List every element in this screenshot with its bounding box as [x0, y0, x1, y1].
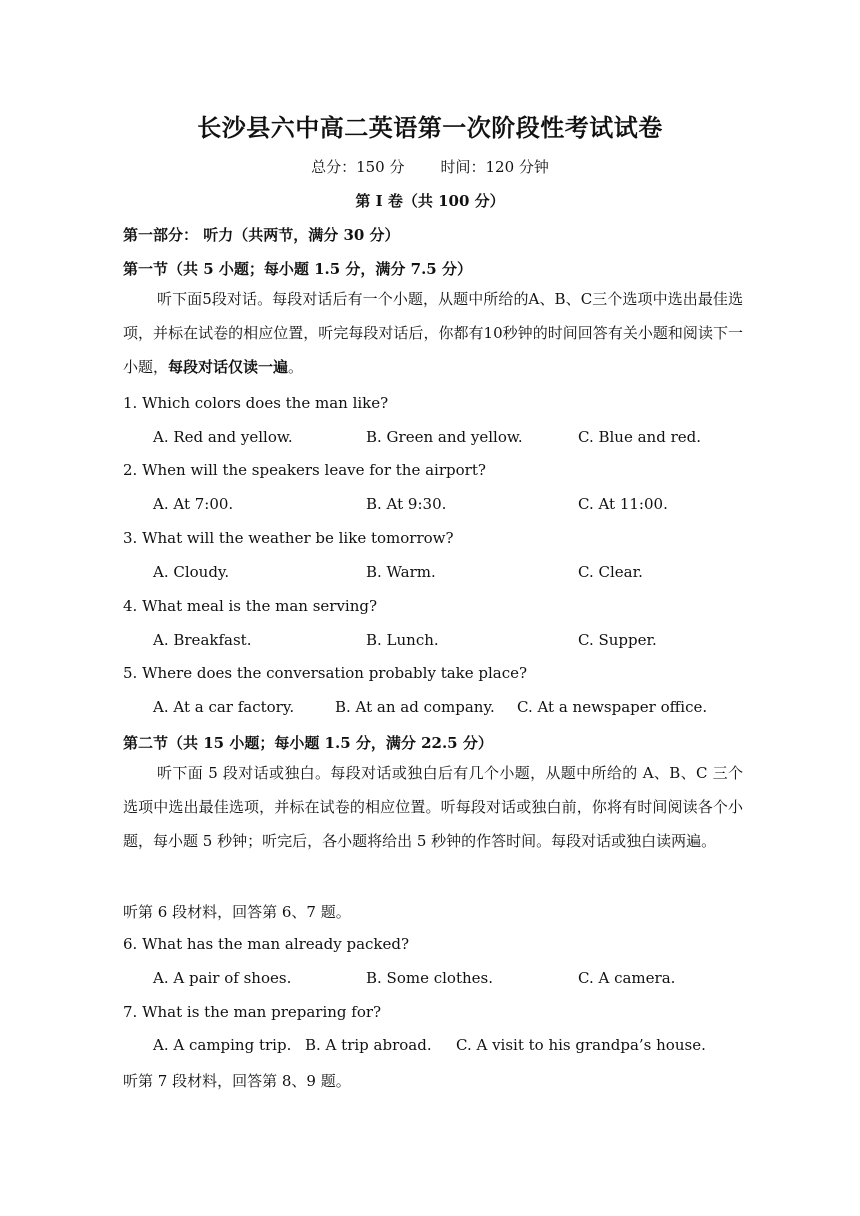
section1-instruction-end: 。 — [288, 358, 304, 376]
total-score: 总分：150 分 — [311, 158, 405, 176]
part1-heading: 第一部分： 听力（共两节，满分 30 分） — [123, 226, 400, 244]
q7-option-a: A. A camping trip. — [153, 1036, 292, 1054]
q3-option-c: C. Clear. — [578, 563, 643, 581]
section1-heading: 第一节（共 5 小题；每小题 1.5 分，满分 7.5 分） — [123, 260, 472, 278]
q2-option-c: C. At 11:00. — [578, 495, 668, 513]
section1-instruction-emphasis: 每段对话仅读一遍 — [168, 358, 289, 376]
q3-option-b: B. Warm. — [366, 563, 436, 581]
q1-option-b: B. Green and yellow. — [366, 428, 523, 446]
material-7-note: 听第 7 段材料，回答第 8、9 题。 — [123, 1072, 351, 1090]
q1-option-a: A. Red and yellow. — [153, 428, 293, 446]
q5-option-a: A. At a car factory. — [153, 698, 295, 716]
q6-option-a: A. A pair of shoes. — [153, 969, 292, 987]
question-1: 1. Which colors does the man like? — [123, 394, 389, 412]
q1-option-c: C. Blue and red. — [578, 428, 701, 446]
question-3: 3. What will the weather be like tomorrow? — [123, 529, 454, 547]
exam-time: 时间：120 分钟 — [440, 158, 549, 176]
q4-option-c: C. Supper. — [578, 631, 657, 649]
q2-option-b: B. At 9:30. — [366, 495, 447, 513]
question-5: 5. Where does the conversation probably take place? — [123, 664, 528, 682]
question-4: 4. What meal is the man serving? — [123, 597, 378, 615]
question-6: 6. What has the man already packed? — [123, 935, 410, 953]
q7-option-b: B. A trip abroad. — [305, 1036, 432, 1054]
question-7: 7. What is the man preparing for? — [123, 1003, 382, 1021]
q3-option-a: A. Cloudy. — [153, 563, 230, 581]
section2-heading: 第二节（共 15 小题；每小题 1.5 分，满分 22.5 分） — [123, 734, 493, 752]
q2-option-a: A. At 7:00. — [153, 495, 234, 513]
page-title: 长沙县六中高二英语第一次阶段性考试试卷 — [197, 113, 663, 142]
q4-option-b: B. Lunch. — [366, 631, 439, 649]
section2-instruction: 听下面 5 段对话或独白。每段对话或独白后有几个小题，从题中所给的 A、B、C 三个选项中选出最佳选项，并标在试卷的相应位置。听每段对话或独白前，你将有时间阅读各个小题，每小题 5 秒钟；听完后，各小题将给出 5 秒钟的作答时间。每段对话或独白读两遍。 — [123, 764, 743, 850]
material-6-note: 听第 6 段材料，回答第 6、7 题。 — [123, 903, 351, 921]
q6-option-c: C. A camera. — [578, 969, 676, 987]
q7-option-c: C. A visit to his grandpa’s house. — [456, 1036, 706, 1054]
volume-heading: 第 I 卷（共 100 分） — [355, 192, 505, 210]
q6-option-b: B. Some clothes. — [366, 969, 493, 987]
q4-option-a: A. Breakfast. — [153, 631, 252, 649]
score-time-line — [0, 156, 860, 177]
q5-option-b: B. At an ad company. — [335, 698, 495, 716]
section1-instruction-text: 听下面5段对话。每段对话后有一个小题，从题中所给的A、B、C三个选项中选出最佳选项，并标在试卷的相应位置，听完每段对话后，你都有10秒钟的时间回答有关小题和阅读下一小题， — [123, 290, 743, 376]
question-2: 2. When will the speakers leave for the airport? — [123, 461, 486, 479]
section1-instruction — [123, 282, 743, 384]
q5-option-c: C. At a newspaper office. — [517, 698, 708, 716]
